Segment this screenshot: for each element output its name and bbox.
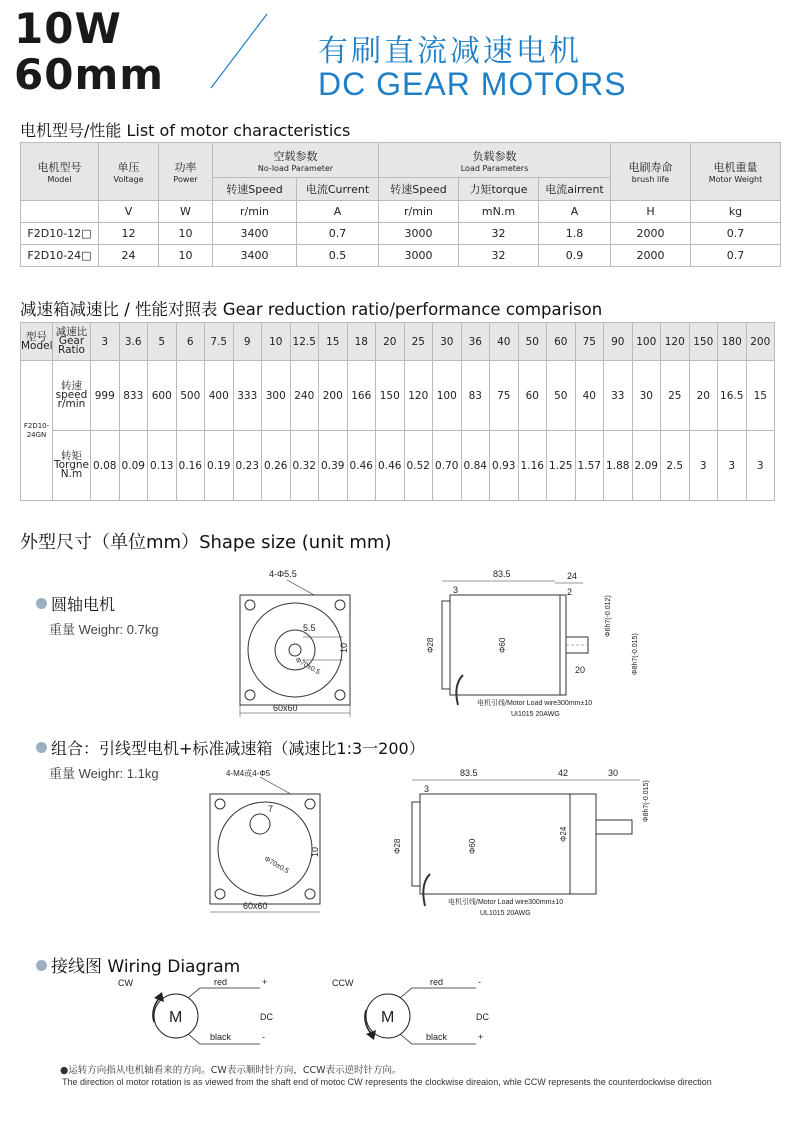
rotation-note-cn: ●运转方向指从电机轴看来的方向。CW表示顺时针方向，CCW表示逆时针方向。: [60, 1065, 402, 1076]
speed-cell: 300: [262, 361, 291, 431]
ratio-cell: 3: [91, 323, 120, 361]
svg-text:UI1015 20AWG: UI1015 20AWG: [511, 711, 560, 718]
speed-cell: 200: [319, 361, 348, 431]
th-model: 型号 Model: [21, 323, 53, 361]
speed-cell: 25: [661, 361, 690, 431]
reduction-title: 减速箱减速比 / 性能对照表 Gear reduction ratio/performance comparison: [20, 300, 603, 319]
torque-cell: 0.26: [262, 431, 291, 501]
th-noload: 空载参数 No-load Parameter: [213, 143, 379, 178]
th-power: 功率 Power: [159, 143, 213, 201]
th-current1: 电流Current: [297, 178, 379, 201]
torque-cell: 0.93: [490, 431, 519, 501]
torque-cell: 1.25: [547, 431, 576, 501]
speed-cell: 400: [205, 361, 234, 431]
svg-text:red: red: [214, 977, 228, 987]
svg-text:电机引线/Motor Load wire300mm±10: 电机引线/Motor Load wire300mm±10: [448, 899, 564, 906]
torque-cell: 1.57: [575, 431, 604, 501]
torque-cell: 0.52: [404, 431, 433, 501]
speed-cell: 500: [176, 361, 205, 431]
table-row: F2D10-12□ 12 10 3400 0.7 3000 32 1.8 2000 0.7: [21, 223, 781, 245]
speed-cell: 833: [119, 361, 148, 431]
bullet-icon: [36, 598, 47, 609]
svg-text:+: +: [262, 977, 268, 987]
characteristics-table: [20, 142, 781, 267]
table-row: F2D10-24□ 24 10 3400 0.5 3000 32 0.9 2000 0.7: [21, 245, 781, 267]
svg-text:black: black: [426, 1032, 448, 1042]
ratio-cell: 12.5: [290, 323, 319, 361]
torque-cell: 0.19: [205, 431, 234, 501]
wiring-title: 接线图 Wiring Diagram: [36, 952, 240, 977]
torque-cell: 0.46: [376, 431, 405, 501]
svg-text:Φ8h7(-0.015): Φ8h7(-0.015): [643, 780, 650, 822]
svg-text:CW: CW: [118, 978, 133, 988]
svg-text:Φ28: Φ28: [426, 637, 435, 653]
ratio-cell: 18: [347, 323, 376, 361]
svg-text:+: +: [478, 1032, 484, 1042]
speed-cell: 83: [461, 361, 490, 431]
svg-text:10: 10: [339, 642, 349, 653]
ratio-cell: 120: [661, 323, 690, 361]
svg-text:20: 20: [575, 665, 586, 675]
shape-title: 外型尺寸（单位mm）Shape size (unit mm): [20, 532, 392, 553]
svg-text:CCW: CCW: [332, 978, 354, 988]
torque-label: 转矩 Torgne N.m: [53, 431, 91, 501]
bullet-icon: [36, 742, 47, 753]
svg-text:30: 30: [608, 768, 619, 778]
torque-cell: 0.09: [119, 431, 148, 501]
ratio-cell: 90: [604, 323, 633, 361]
round-shaft-front-drawing: [225, 565, 365, 720]
speed-cell: 20: [689, 361, 718, 431]
svg-text:3: 3: [424, 784, 430, 794]
svg-text:83.5: 83.5: [493, 569, 511, 579]
ratio-cell: 36: [461, 323, 490, 361]
svg-text:Φ60: Φ60: [498, 637, 507, 653]
torque-cell: 0.39: [319, 431, 348, 501]
svg-text:Φ70±0.5: Φ70±0.5: [294, 656, 321, 677]
svg-text:DC: DC: [476, 1012, 489, 1022]
svg-text:电机引线/Motor Load wire300mm±10: 电机引线/Motor Load wire300mm±10: [477, 700, 593, 707]
th-speed2: 转速Speed: [379, 178, 459, 201]
th-speed1: 转速Speed: [213, 178, 297, 201]
speed-cell: 100: [433, 361, 462, 431]
svg-text:Φ8h7(-0.015): Φ8h7(-0.015): [632, 633, 639, 675]
torque-cell: 2.09: [632, 431, 661, 501]
ratio-cell: 10: [262, 323, 291, 361]
svg-text:Φ6h7(-0.012): Φ6h7(-0.012): [605, 595, 612, 637]
title-chinese: 有刷直流减速电机: [318, 34, 582, 69]
th-ratio: 减速比 Gear Ratio: [53, 323, 91, 361]
round-shaft-side-drawing: [405, 565, 655, 725]
ratio-cell: 5: [148, 323, 177, 361]
torque-cell: 1.16: [518, 431, 547, 501]
th-load: 负载参数 Load Parameters: [379, 143, 611, 178]
svg-text:UL1015 20AWG: UL1015 20AWG: [480, 910, 531, 917]
ratio-cell: 60: [547, 323, 576, 361]
speed-cell: 33: [604, 361, 633, 431]
round-shaft-label: 圆轴电机 重量 Weighr: 0.7kg: [36, 592, 159, 638]
svg-text:Φ28: Φ28: [393, 838, 402, 854]
characteristics-title: 电机型号/性能 List of motor characteristics: [20, 121, 351, 140]
ratio-cell: 20: [376, 323, 405, 361]
th-life: 电刷寿命 brush life: [611, 143, 691, 201]
th-torque: 力矩torque: [459, 178, 539, 201]
bullet-icon: [36, 960, 47, 971]
ratio-cell: 50: [518, 323, 547, 361]
svg-text:black: black: [210, 1032, 232, 1042]
wiring-ccw-diagram: [330, 974, 520, 1056]
torque-cell: 0.84: [461, 431, 490, 501]
speed-cell: 30: [632, 361, 661, 431]
speed-cell: 60: [518, 361, 547, 431]
torque-cell: 0.23: [233, 431, 262, 501]
speed-cell: 16.5: [718, 361, 747, 431]
th-weight: 电机重量 Motor Weight: [691, 143, 781, 201]
svg-text:2: 2: [567, 587, 573, 597]
model-cell: F2D10-24GN: [21, 361, 53, 501]
ratio-cell: 25: [404, 323, 433, 361]
th-current2: 电流airrent: [539, 178, 611, 201]
svg-text:Φ24: Φ24: [559, 826, 568, 842]
svg-text:4-Φ5.5: 4-Φ5.5: [269, 569, 297, 579]
torque-cell: 0.13: [148, 431, 177, 501]
svg-text:M: M: [381, 1009, 395, 1026]
rotation-note-en: The direction ol motor rotation is as viewed from the shaft end of motoc CW represents the clockwise direaion, whle CCW represents the counterdockwise direction: [62, 1077, 712, 1087]
rotation-arrow-icon: [366, 1030, 376, 1040]
svg-text:60x60: 60x60: [273, 703, 298, 713]
speed-cell: 50: [547, 361, 576, 431]
torque-cell: 2.5: [661, 431, 690, 501]
svg-text:5.5: 5.5: [303, 623, 316, 633]
svg-text:24: 24: [567, 571, 578, 581]
ratio-cell: 100: [632, 323, 661, 361]
ratio-cell: 40: [490, 323, 519, 361]
svg-text:60x60: 60x60: [243, 901, 268, 911]
ratio-cell: 75: [575, 323, 604, 361]
speed-cell: 15: [746, 361, 775, 431]
svg-text:DC: DC: [260, 1012, 273, 1022]
speed-cell: 240: [290, 361, 319, 431]
torque-cell: 3: [746, 431, 775, 501]
torque-cell: 0.08: [91, 431, 120, 501]
svg-text:7: 7: [268, 804, 274, 814]
svg-text:-: -: [478, 977, 481, 987]
speed-cell: 600: [148, 361, 177, 431]
speed-cell: 166: [347, 361, 376, 431]
svg-text:-: -: [262, 1032, 265, 1042]
speed-cell: 75: [490, 361, 519, 431]
svg-text:42: 42: [558, 768, 569, 778]
svg-text:10: 10: [310, 846, 320, 857]
combo-side-drawing: [380, 762, 670, 922]
ratio-cell: 15: [319, 323, 348, 361]
header-divider-line: [205, 10, 275, 90]
ratio-cell: 3.6: [119, 323, 148, 361]
title-english: DC GEAR MOTORS: [318, 66, 627, 102]
svg-text:4-M4或4-Φ5: 4-M4或4-Φ5: [226, 769, 271, 778]
ratio-cell: 9: [233, 323, 262, 361]
power-rating: 10W 60mm: [14, 4, 164, 99]
torque-cell: 0.32: [290, 431, 319, 501]
speed-cell: 120: [404, 361, 433, 431]
speed-label: 转速 speed r/min: [53, 361, 91, 431]
speed-cell: 333: [233, 361, 262, 431]
ratio-cell: 150: [689, 323, 718, 361]
torque-cell: 0.16: [176, 431, 205, 501]
svg-text:Φ70±0.5: Φ70±0.5: [263, 855, 290, 876]
frame-size: 60mm: [14, 50, 164, 99]
ratio-cell: 7.5: [205, 323, 234, 361]
svg-text:83.5: 83.5: [460, 768, 478, 778]
th-model: 电机型号 Model: [21, 143, 99, 201]
combo-label: 组合：引线型电机+标准减速箱（减速比1:3一200） 重量 Weighr: 1.1kg: [36, 736, 425, 782]
torque-cell: 0.46: [347, 431, 376, 501]
combo-front-drawing: [200, 762, 340, 922]
wiring-cw-diagram: [110, 974, 300, 1056]
th-voltage: 单压 Voltage: [99, 143, 159, 201]
svg-text:Φ60: Φ60: [468, 838, 477, 854]
ratio-cell: 200: [746, 323, 775, 361]
svg-text:M: M: [169, 1009, 183, 1026]
speed-cell: 150: [376, 361, 405, 431]
reduction-table: [20, 322, 775, 501]
rotation-arrow-icon: [154, 992, 164, 1002]
torque-cell: 0.70: [433, 431, 462, 501]
speed-cell: 999: [91, 361, 120, 431]
speed-cell: 40: [575, 361, 604, 431]
svg-text:red: red: [430, 977, 444, 987]
ratio-cell: 30: [433, 323, 462, 361]
torque-cell: 3: [689, 431, 718, 501]
torque-cell: 3: [718, 431, 747, 501]
svg-text:3: 3: [453, 585, 459, 595]
units-row: V W r/min A r/min mN.m A H kg: [21, 201, 781, 223]
torque-cell: 1.88: [604, 431, 633, 501]
ratio-cell: 180: [718, 323, 747, 361]
ratio-cell: 6: [176, 323, 205, 361]
